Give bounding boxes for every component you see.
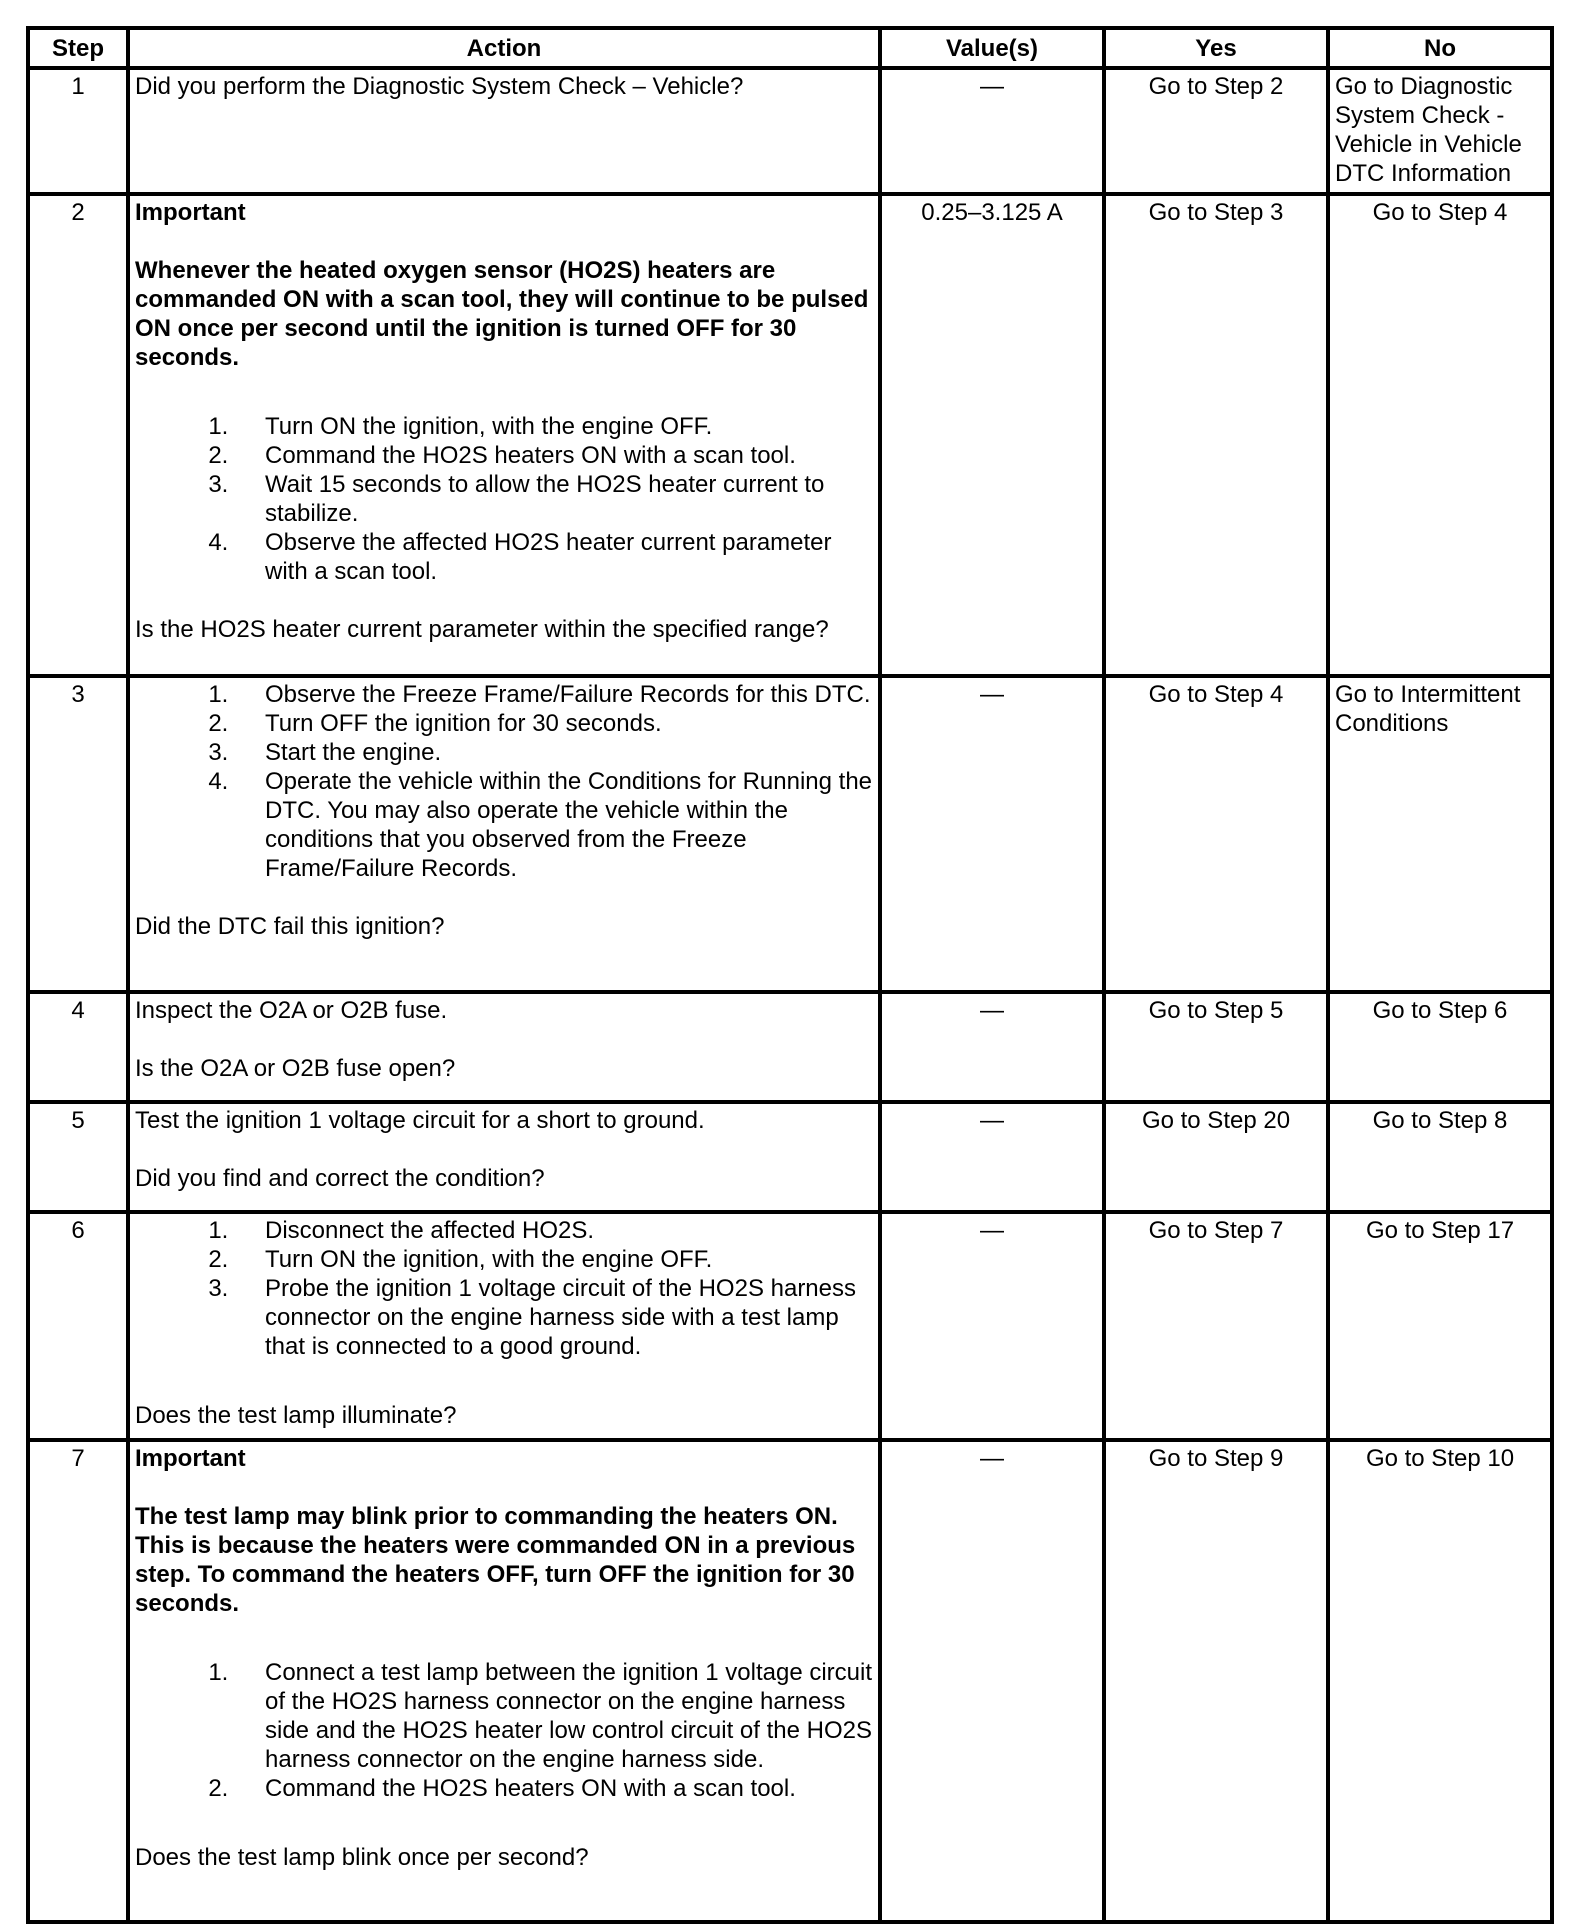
- yes-cell: Go to Step 20: [1104, 1102, 1328, 1212]
- yes-cell: Go to Step 5: [1104, 992, 1328, 1102]
- header-values: Value(s): [880, 28, 1104, 68]
- table-row-step-1: [28, 68, 1552, 194]
- step-number: 7: [28, 1440, 128, 1922]
- table-header-row: [28, 28, 1552, 68]
- action-instruction: Inspect the O2A or O2B fuse.: [135, 997, 448, 1024]
- step-list: [135, 1658, 873, 1803]
- list-item: 4. Observe the affected HO2S heater current parameter with a scan tool.: [235, 528, 873, 586]
- action-question: Does the test lamp blink once per second?: [135, 1844, 589, 1871]
- list-item: 2. Turn OFF the ignition for 30 seconds.: [235, 709, 873, 738]
- table-row-step-5: [28, 1102, 1552, 1212]
- important-text: Whenever the heated oxygen sensor (HO2S) heaters are commanded ON with a scan tool, they will continue to be pulsed ON once per second until the ignition is turned OFF for 30 seconds.: [135, 257, 869, 371]
- list-item: 1. Observe the Freeze Frame/Failure Records for this DTC.: [235, 680, 873, 709]
- important-title: Important: [135, 1445, 246, 1472]
- action-question: Is the O2A or O2B fuse open?: [135, 1055, 456, 1082]
- value-cell: —: [880, 1440, 1104, 1922]
- action-cell: [128, 68, 880, 194]
- header-yes: Yes: [1104, 28, 1328, 68]
- yes-cell: Go to Step 7: [1104, 1212, 1328, 1440]
- action-cell: [128, 194, 880, 676]
- value-cell: —: [880, 992, 1104, 1102]
- no-cell: Go to Step 6: [1328, 992, 1552, 1102]
- no-cell: Go to Step 17: [1328, 1212, 1552, 1440]
- diagnostic-page: [26, 26, 1550, 1924]
- step-number: 4: [28, 992, 128, 1102]
- list-item: 1. Connect a test lamp between the ignition 1 voltage circuit of the HO2S harness connector on the engine harness side and the HO2S heater low control circuit of the HO2S harness connector on the engine harness side.: [235, 1658, 873, 1774]
- action-question: Does the test lamp illuminate?: [135, 1402, 457, 1429]
- step-number: 5: [28, 1102, 128, 1212]
- step-list: [135, 1216, 873, 1361]
- step-list: [135, 412, 873, 586]
- action-cell: [128, 1102, 880, 1212]
- list-item: 4. Operate the vehicle within the Conditions for Running the DTC. You may also operate the vehicle within the conditions that you observed from the Freeze Frame/Failure Records.: [235, 767, 873, 883]
- table-row-step-2: [28, 194, 1552, 676]
- list-item: 2. Command the HO2S heaters ON with a scan tool.: [235, 441, 873, 470]
- action-cell: [128, 676, 880, 992]
- action-question: Did you find and correct the condition?: [135, 1165, 545, 1192]
- table-row-step-6: [28, 1212, 1552, 1440]
- step-number: 6: [28, 1212, 128, 1440]
- list-item: 3. Wait 15 seconds to allow the HO2S heater current to stabilize.: [235, 470, 873, 528]
- action-question: Did you perform the Diagnostic System Check – Vehicle?: [135, 73, 744, 100]
- step-list: [135, 680, 873, 883]
- list-item: 1. Disconnect the affected HO2S.: [235, 1216, 873, 1245]
- action-question: Is the HO2S heater current parameter within the specified range?: [135, 616, 829, 643]
- value-cell: —: [880, 676, 1104, 992]
- yes-cell: Go to Step 3: [1104, 194, 1328, 676]
- yes-cell: Go to Step 9: [1104, 1440, 1328, 1922]
- action-cell: [128, 992, 880, 1102]
- no-cell: Go to Step 10: [1328, 1440, 1552, 1922]
- list-item: 1. Turn ON the ignition, with the engine OFF.: [235, 412, 873, 441]
- list-item: 3. Start the engine.: [235, 738, 873, 767]
- step-number: 1: [28, 68, 128, 194]
- value-cell: —: [880, 68, 1104, 194]
- list-item: 2. Command the HO2S heaters ON with a scan tool.: [235, 1774, 873, 1803]
- action-instruction: Test the ignition 1 voltage circuit for a short to ground.: [135, 1107, 705, 1134]
- yes-cell: Go to Step 2: [1104, 68, 1328, 194]
- header-action: Action: [128, 28, 880, 68]
- yes-cell: Go to Step 4: [1104, 676, 1328, 992]
- no-cell: Go to Step 8: [1328, 1102, 1552, 1212]
- table-row-step-7: [28, 1440, 1552, 1922]
- important-text: The test lamp may blink prior to commanding the heaters ON. This is because the heaters were commanded ON in a previous step. To command the heaters OFF, turn OFF the ignition for 30 seconds.: [135, 1503, 856, 1617]
- no-cell: Go to Diagnostic System Check - Vehicle in Vehicle DTC Information: [1328, 68, 1552, 194]
- action-cell: [128, 1212, 880, 1440]
- step-number: 3: [28, 676, 128, 992]
- no-cell: Go to Step 4: [1328, 194, 1552, 676]
- action-question: Did the DTC fail this ignition?: [135, 913, 445, 940]
- diagnostic-table: [26, 26, 1554, 1924]
- step-number: 2: [28, 194, 128, 676]
- value-cell: —: [880, 1102, 1104, 1212]
- list-item: 3. Probe the ignition 1 voltage circuit of the HO2S harness connector on the engine harness side with a test lamp that is connected to a good ground.: [235, 1274, 873, 1361]
- no-cell: Go to Intermittent Conditions: [1328, 676, 1552, 992]
- table-row-step-4: [28, 992, 1552, 1102]
- action-cell: [128, 1440, 880, 1922]
- list-item: 2. Turn ON the ignition, with the engine OFF.: [235, 1245, 873, 1274]
- header-step: Step: [28, 28, 128, 68]
- important-title: Important: [135, 199, 246, 226]
- value-cell: —: [880, 1212, 1104, 1440]
- header-no: No: [1328, 28, 1552, 68]
- table-row-step-3: [28, 676, 1552, 992]
- value-cell: 0.25–3.125 A: [880, 194, 1104, 676]
